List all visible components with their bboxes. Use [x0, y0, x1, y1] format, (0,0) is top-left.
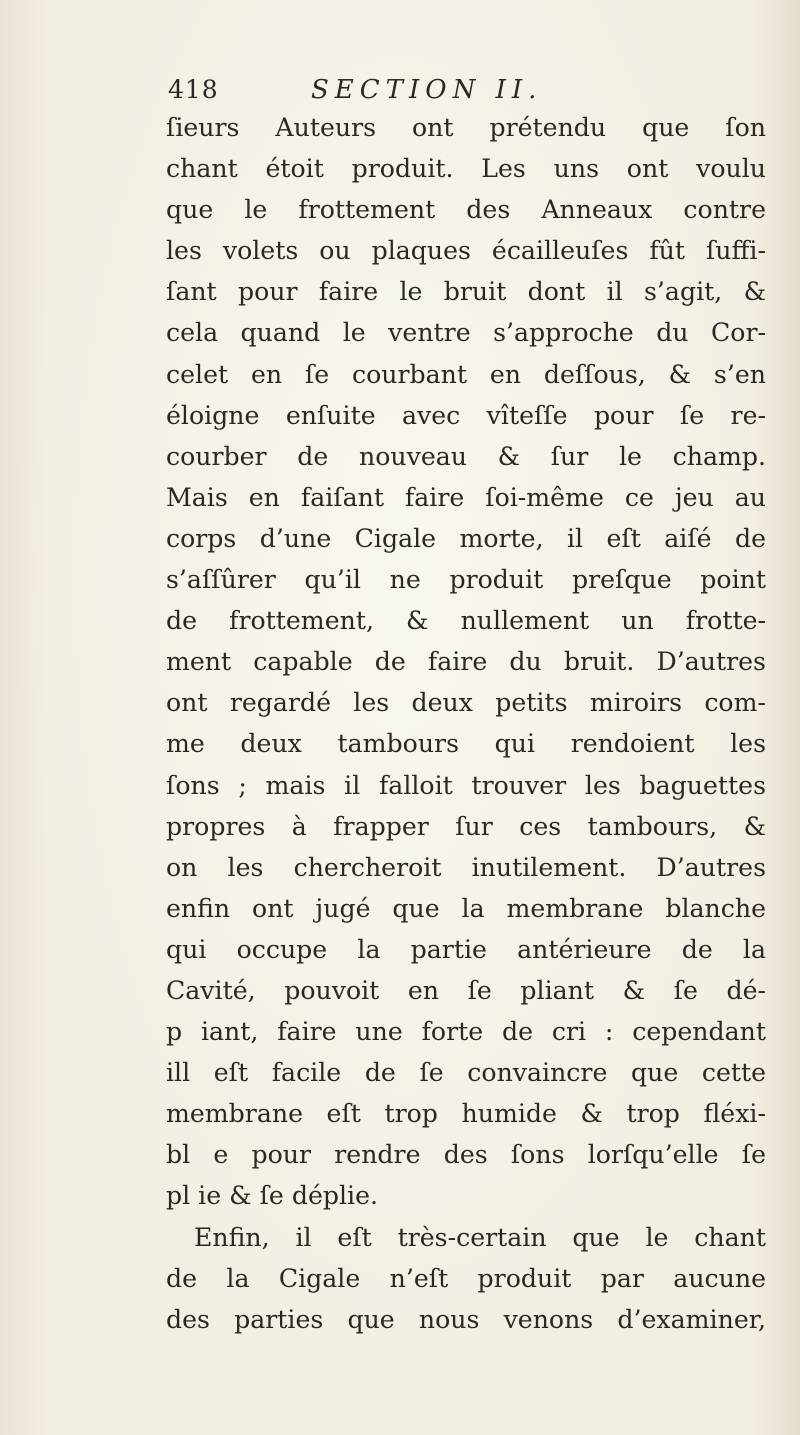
text-line: celet en ſe courbant en deſſous, & s’en — [166, 359, 766, 389]
text-line: cela quand le ventre s’approche du Cor- — [166, 318, 766, 348]
text-line: ſieurs Auteurs ont prétendu que ſon — [166, 113, 766, 142]
text-line: p iant, faire une forte de cri : cependant — [166, 1017, 766, 1047]
text-line: Cavité, pouvoit en ſe pliant & ſe dé- — [166, 975, 766, 1005]
text-line: les volets ou plaques écailleuſes fût ſuffi- — [166, 236, 766, 266]
text-line: corps d’une Cigale morte, il eſt aiſé de — [166, 523, 766, 553]
text-line: s’aſſûrer qu’il ne produit preſque point — [166, 565, 766, 595]
text-line: que le frottement des Anneaux contre — [166, 195, 766, 225]
text-line: bl e pour rendre des ſons lorſqu’elle ſe — [166, 1140, 766, 1170]
text-line: propres à frapper ſur ces tambours, & — [166, 811, 766, 841]
text-line: me deux tambours qui rendoient les — [166, 729, 766, 759]
running-title: SECTION II. — [311, 75, 543, 105]
text-line: qui occupe la partie antérieure de la — [166, 934, 766, 964]
text-line: ont regardé les deux petits miroirs com- — [166, 688, 766, 718]
text-line: des parties que nous venons d’examiner, — [166, 1304, 766, 1334]
text-line: de la Cigale n’eſt produit par aucune — [166, 1263, 766, 1293]
text-line: ment capable de faire du bruit. D’autres — [166, 647, 766, 677]
paragraph-start-line: Enfin, il eſt très-certain que le chant — [194, 1222, 766, 1252]
text-line: membrane eſt trop humide & trop fléxi- — [166, 1099, 766, 1129]
text-line: ill eſt facile de ſe convaincre que cette — [166, 1058, 766, 1088]
text-line: éloigne enſuite avec vîteſſe pour ſe re- — [166, 400, 766, 430]
text-line: enfin ont jugé que la membrane blanche — [166, 893, 766, 923]
paragraph-end-line: pl ie & ſe déplie. — [166, 1181, 378, 1211]
page-header — [168, 70, 688, 110]
text-line: on les chercheroit inutilement. D’autres — [166, 852, 766, 882]
text-line: Mais en faiſant faire ſoi-même ce jeu au — [166, 482, 766, 512]
body-text — [166, 107, 766, 1340]
text-line: ſant pour faire le bruit dont il s’agit, & — [166, 277, 766, 307]
text-line: ſons ; mais il falloit trouver les baguettes — [166, 770, 766, 800]
text-line: chant étoit produit. Les uns ont voulu — [166, 154, 766, 184]
text-line: courber de nouveau & ſur le champ. — [166, 441, 766, 471]
text-line: de frottement, & nullement un frotte- — [166, 606, 766, 636]
page-number: 418 — [168, 75, 219, 104]
